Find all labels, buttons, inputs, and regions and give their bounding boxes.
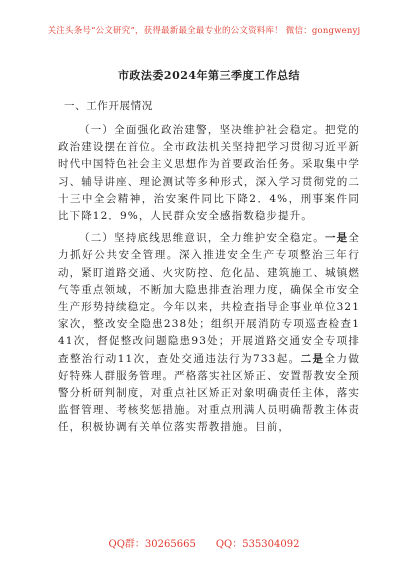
point-one-label: 一是 <box>324 232 349 245</box>
qq-contact: QQ：535304092 <box>215 539 300 550</box>
point-two-text: 全力做好特殊人群服务管理。严格落实社区矫正、安置帮教安全预警分析研判制度，对重点社区矫正对象明确责任主体，落实监督管理、考核奖惩措施。对重点刑满人员明确帮教主体责任，积极协调有关单位落实帮教措施。目前， <box>58 352 360 434</box>
point-one-text: 全力抓好公共安全管理。深入推进安全生产专项整治三年行动，紧盯道路交通、火灾防控、危化品、建筑施工、城镇燃气等重点领域，不断加大隐患排查治理力度，确保全市安全生产形势持续稳定。今年以来，共检查指导企事业单位321家次，整改安全隐患238处；组织开展消防专项巡查检查141次，督促整改问题隐患93处；开展道路交通安全专项排查整治行动11次，查处交通违法行为733起。 <box>58 232 360 365</box>
point-two-label: 二是 <box>300 352 325 365</box>
paragraph-2 <box>58 230 360 436</box>
document-body <box>58 60 360 442</box>
document-title: 市政法委2024年第三季度工作总结 <box>117 69 301 82</box>
qq-group: QQ群：30265665 <box>108 539 196 550</box>
promo-banner: 关注头条号“公文研究”，获得最新最全最专业的公文资料库！ 微信：gongwenyj <box>47 26 361 36</box>
section-heading: 一、工作开展情况 <box>64 100 153 112</box>
paragraph-2-lead: （二）坚持底线思维意识，全力维护安全稳定。 <box>79 232 325 245</box>
contact-footer <box>0 535 408 550</box>
paragraph-1: （一）全面强化政治建警，坚决维护社会稳定。把党的政治建设摆在首位。全市政法机关坚持把学习贯彻习近平新时代中国特色社会主义思想作为首要政治任务。采取集中学习、辅导讲座、理论测试等多种形式，深入学习贯彻党的二十三中全会精神，治安案件同比下降2．4%，刑事案件同比下降12．9%，人民群众安全感指数稳步提升。 <box>58 124 360 223</box>
